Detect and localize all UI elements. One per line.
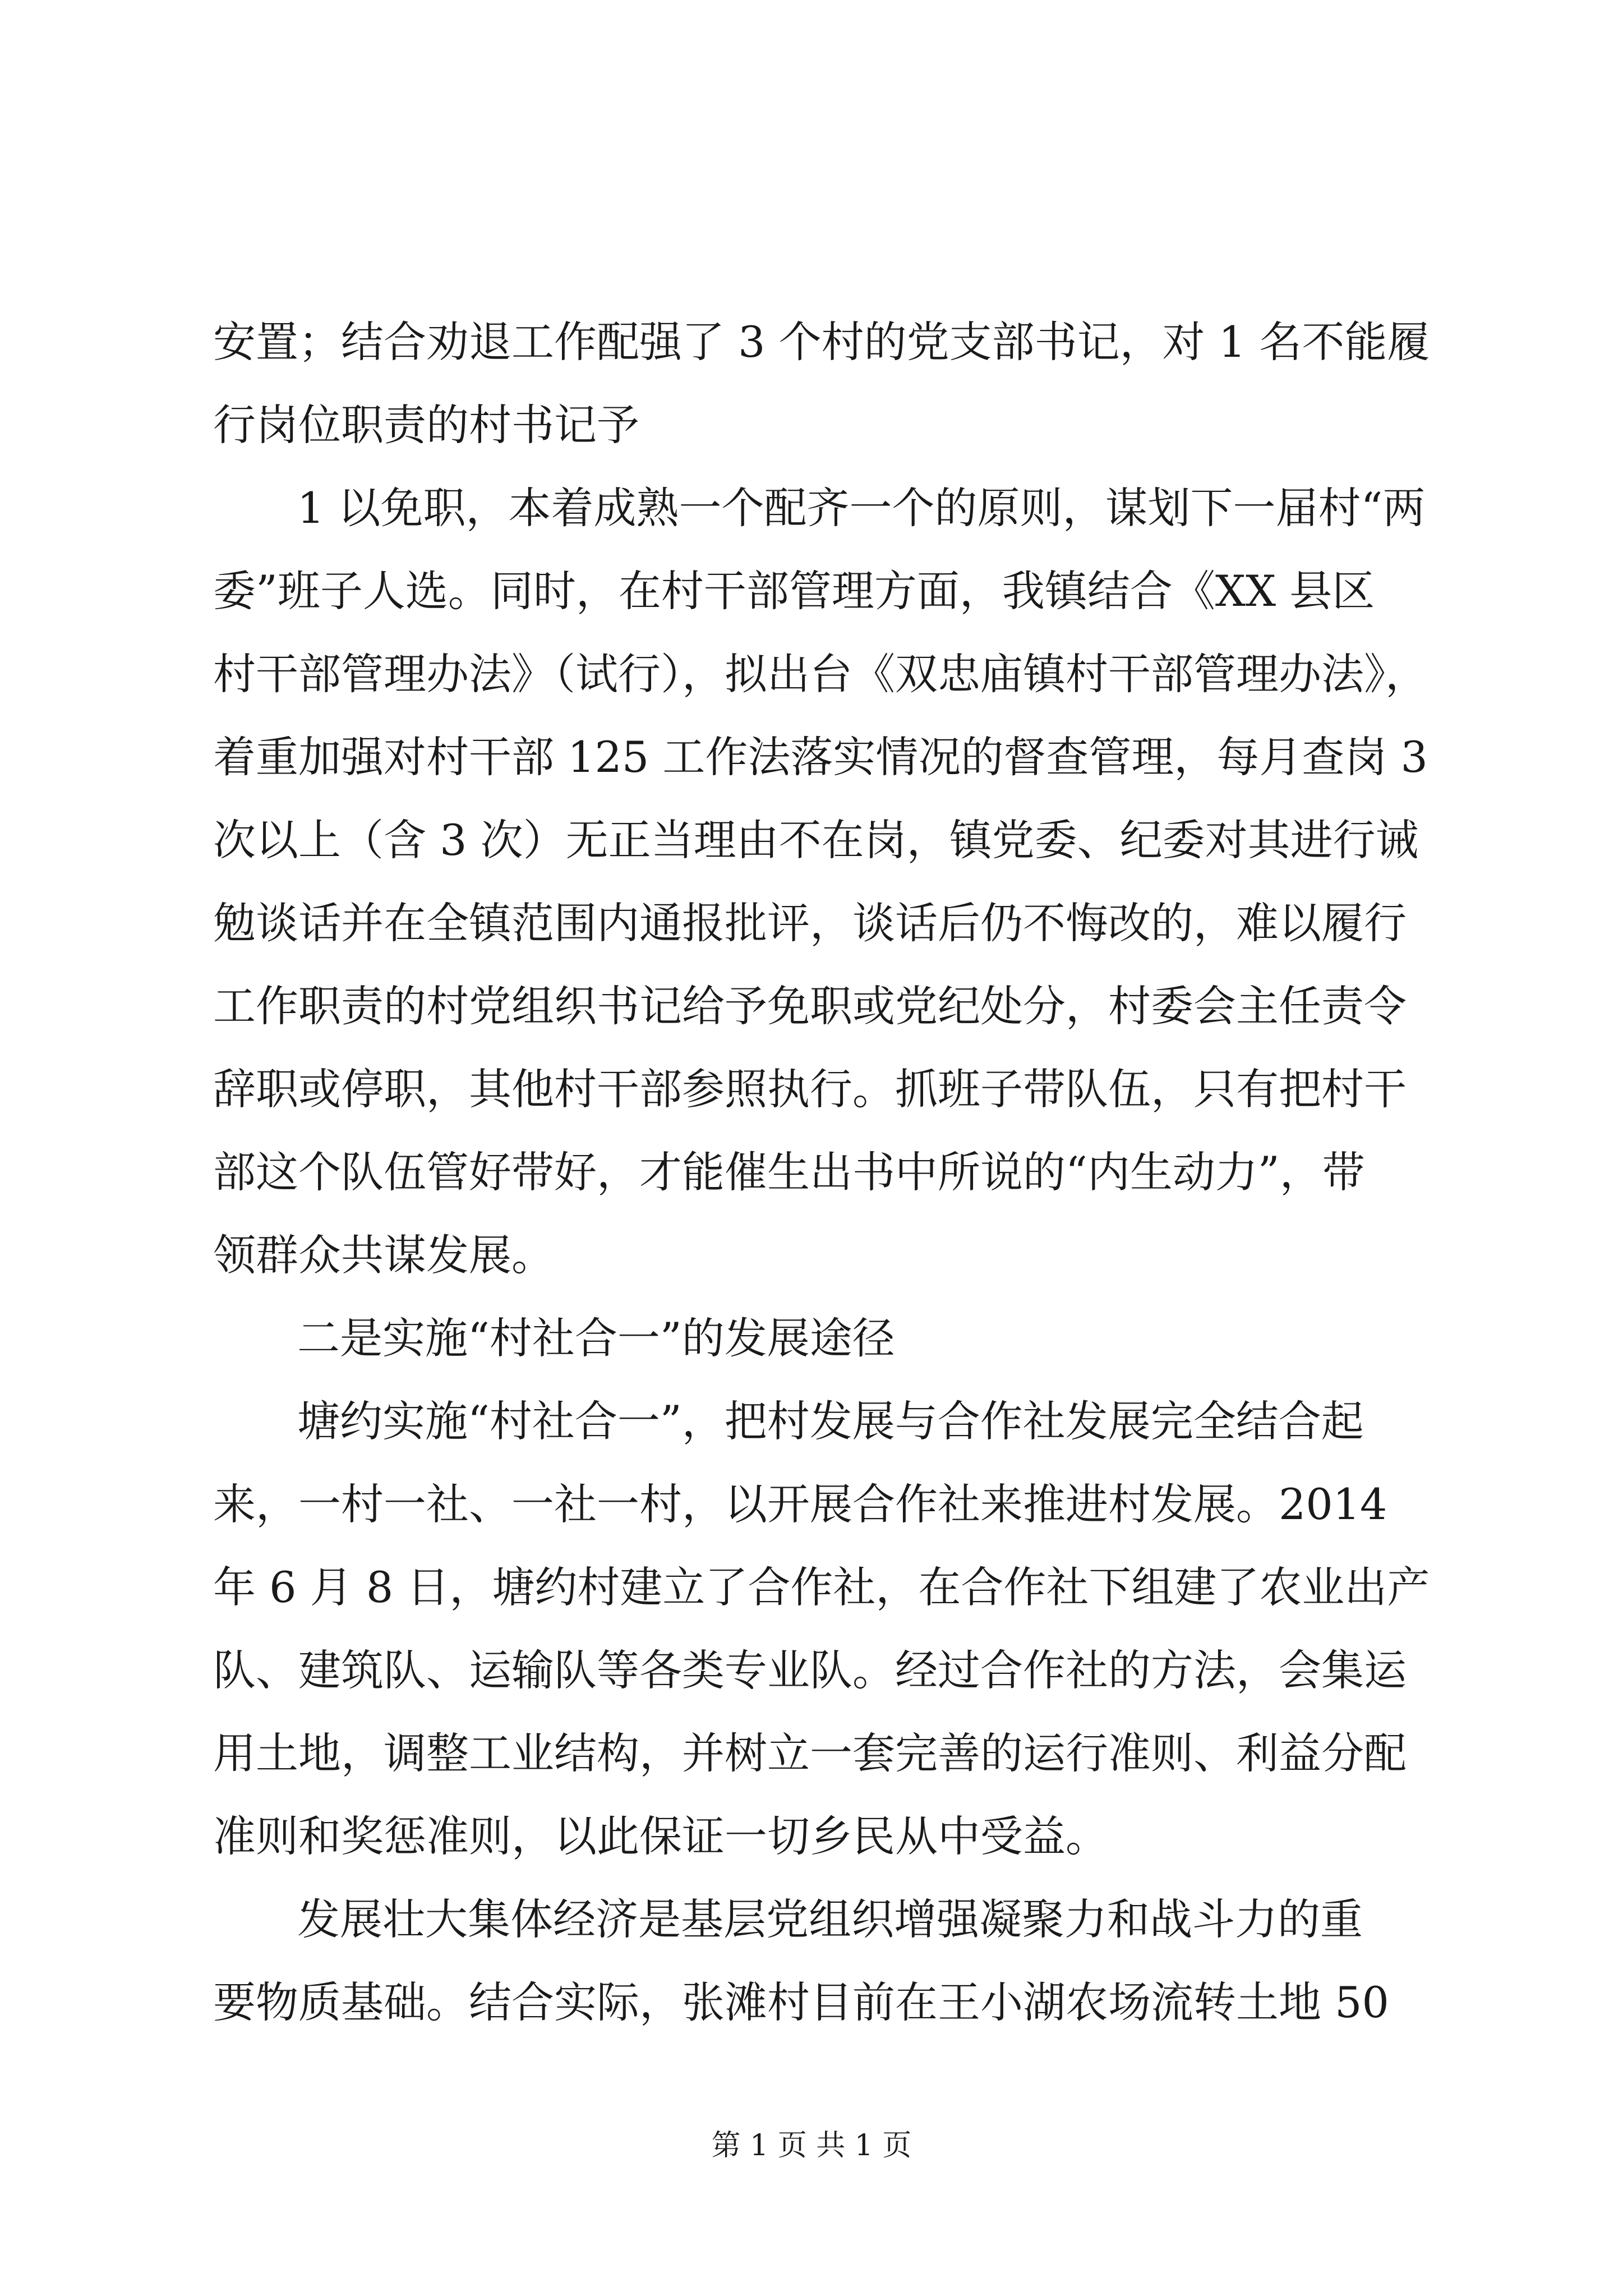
- text-line: 年 6 月 8 日，塘约村建立了合作社，在合作社下组建了农业出产: [213, 1562, 1430, 1612]
- text-line: 部这个队伍管好带好，才能催生出书中所说的“内生动力”，带: [213, 1147, 1365, 1197]
- text-line: 安置；结合劝退工作配强了 3 个村的党支部书记，对 1 名不能履: [213, 317, 1430, 367]
- text-line: 要物质基础。结合实际，张滩村目前在王小湖农场流转土地 50: [213, 1977, 1389, 2027]
- text-line: 着重加强对村干部 125 工作法落实情况的督查管理，每月查岗 3: [213, 732, 1428, 782]
- text-line: 次以上（含 3 次）无正当理由不在岗，镇党委、纪委对其进行诫: [213, 815, 1418, 865]
- text-line: 行岗位职责的村书记予: [213, 400, 639, 450]
- text-line: 领群众共谋发展。: [213, 1230, 554, 1280]
- section-heading: 二是实施“村社合一”的发展途径: [297, 1313, 895, 1363]
- text-line: 用土地，调整工业结构，并树立一套完善的运行准则、利益分配: [213, 1728, 1407, 1778]
- text-line: 村干部管理办法》（试行），拟出台《双忠庙镇村干部管理办法》，: [213, 649, 1428, 699]
- text-line: 委”班子人选。同时，在村干部管理方面，我镇结合《XX 县区: [213, 566, 1375, 616]
- text-line: 队、建筑队、运输队等各类专业队。经过合作社的方法，会集运: [213, 1645, 1407, 1695]
- page-footer: 第 1 页 共 1 页: [711, 2129, 912, 2162]
- text-line: 准则和奖惩准则，以此保证一切乡民从中受益。: [213, 1811, 1108, 1861]
- text-line: 勉谈话并在全镇范围内通报批评，谈话后仍不悔改的，难以履行: [213, 898, 1407, 948]
- text-line: 辞职或停职，其他村干部参照执行。抓班子带队伍，只有把村干: [213, 1064, 1407, 1114]
- text-line: 工作职责的村党组织书记给予免职或党纪处分，村委会主任责令: [213, 981, 1407, 1031]
- text-line: 来，一村一社、一社一村，以开展合作社来推进村发展。2014: [213, 1479, 1387, 1529]
- text-line: 1 以免职，本着成熟一个配齐一个的原则，谋划下一届村“两: [297, 483, 1426, 533]
- text-line: 发展壮大集体经济是基层党组织增强凝聚力和战斗力的重: [297, 1894, 1363, 1944]
- text-line: 塘约实施“村社合一”，把村发展与合作社发展完全结合起: [297, 1396, 1364, 1446]
